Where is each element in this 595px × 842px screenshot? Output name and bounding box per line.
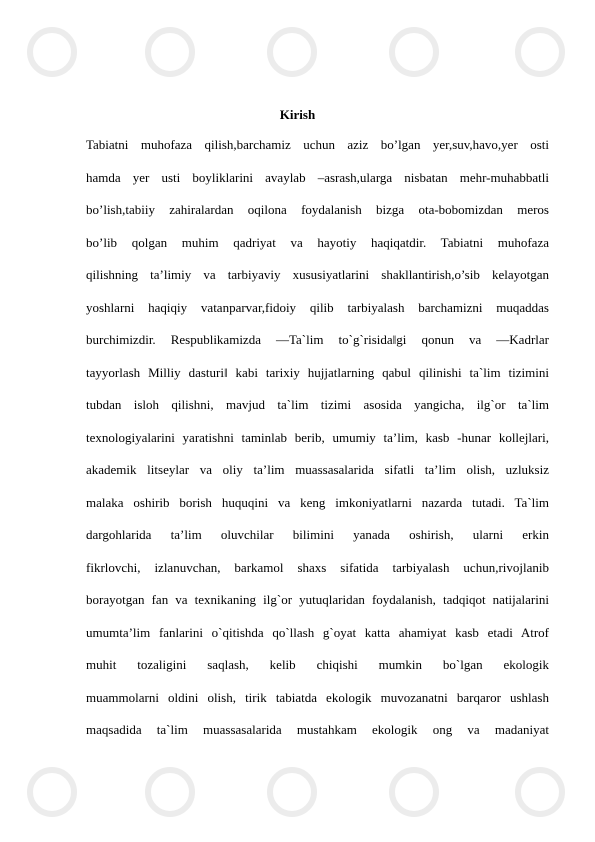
text-line: yoshlarni haqiqiy vatanparvar,fidoiy qilib tarbiyalash barchamizni muqaddas <box>86 299 549 315</box>
text-line: fikrlovchi, izlanuvchan, barkamol shaxs sifatida tarbiyalash uchun,rivojlanib <box>86 559 549 575</box>
page-title: Kirish <box>279 107 316 122</box>
text-line: burchimizdir. Respublikamizda ―Ta`lim to`g`risida‖gi qonun va ―Kadrlar <box>86 332 549 347</box>
text-line: qilishning ta’limiy va tarbiyaviy xususiyatlarini shakllantirish,o’sib kelayotgan <box>86 267 549 282</box>
text-line: bo’lish,tabiiy zahiralardan oqilona foydalanish bizga ota-bobomizdan meros <box>86 202 549 217</box>
text-line: akademik litseylar va oliy ta’lim muassasalarida sifatli ta’lim olish, uzluksiz <box>86 462 549 477</box>
text-line: malaka oshirib borish huquqini va keng imkoniyatlarni nazarda tutadi. Ta`lim <box>86 494 549 510</box>
text-line: dargohlarida ta’lim oluvchilar bilimini yanada oshirish, ularni erkin <box>86 527 549 542</box>
text-line: tubdan isloh qilishni, mavjud ta`lim tizimi asosida yangicha, ilg`or ta`lim <box>86 397 549 412</box>
watermark-logo-row-top <box>30 30 562 74</box>
text-line: bo’lib qolgan muhim qadriyat va hayotiy haqiqatdir. Tabiatni muhofaza <box>86 234 549 250</box>
text-line: borayotgan fan va texnikaning ilg`or yutuqlaridan foydalanish, tadqiqot natijalarini <box>86 592 549 607</box>
text-line: muammolarni oldini olish, tirik tabiatda ekologik muvozanatni barqaror ushlash <box>86 689 549 705</box>
text-line: Tabiatni muhofaza qilish,barchamiz uchun aziz bo’lgan yer,suv,havo,yer osti <box>86 137 549 152</box>
watermark-logo-row-bottom <box>30 770 562 814</box>
text-line: muhit tozaligini saqlash, kelib chiqishi mumkin bo`lgan ekologik <box>86 657 549 672</box>
body-paragraph <box>86 135 549 753</box>
text-line: hamda yer usti boyliklarini avaylab –asrash,ularga nisbatan mehr-muhabbatli <box>86 169 549 185</box>
text-line: texnologiyalarini yaratishni taminlab berib, umumiy ta’lim, kasb -hunar kollejlari, <box>86 429 549 445</box>
text-line: maqsadida ta`lim muassasalarida mustahkam ekologik ong va madaniyat <box>86 722 549 737</box>
text-line: umumta’lim fanlarini o`qitishda qo`llash g`oyat katta ahamiyat kasb etadi Atrof <box>86 624 549 640</box>
text-line: tayyorlash Milliy dasturi‖ kabi tarixiy hujjatlarning qabul qilinishi ta`lim tizimini <box>86 364 549 380</box>
